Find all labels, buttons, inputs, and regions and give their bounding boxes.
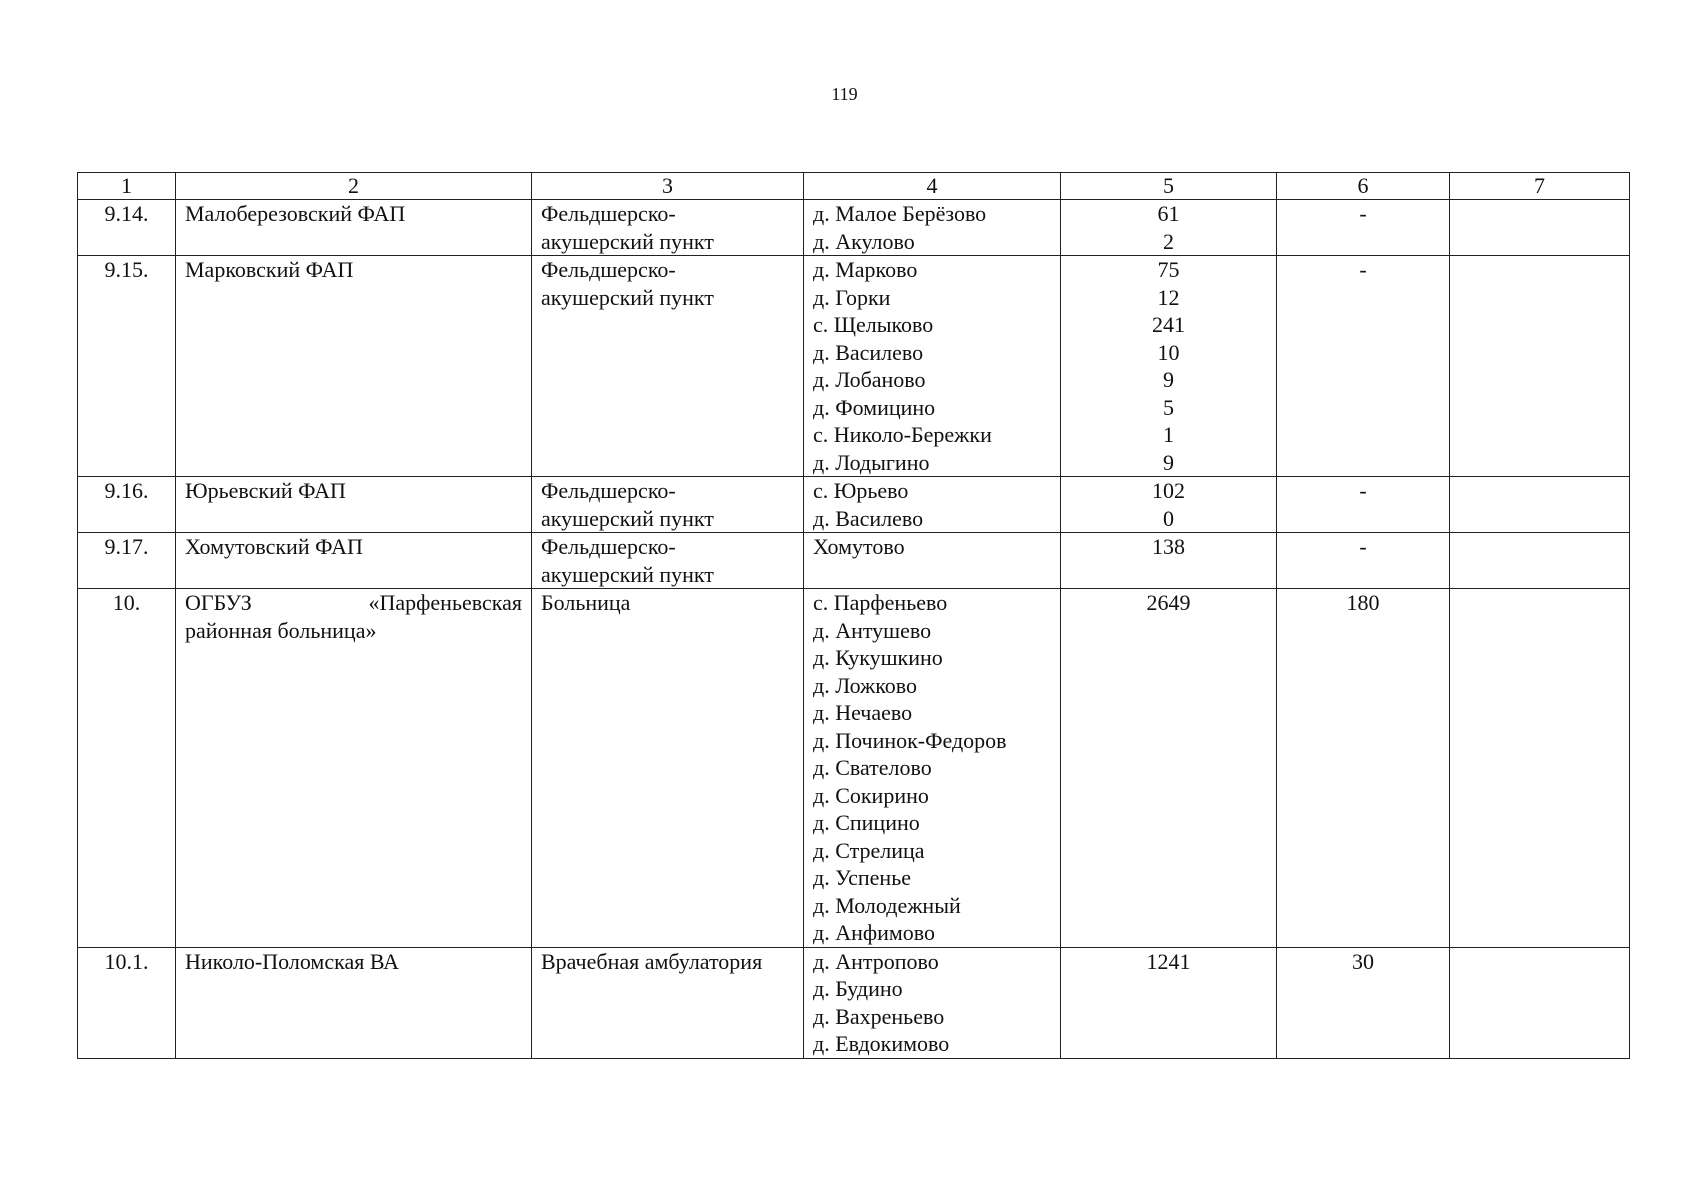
facility-name-line: Марковский ФАП xyxy=(185,257,354,282)
population-value: 61 xyxy=(1157,201,1180,226)
facility-name-line: ОГБУЗ «Парфеньевская xyxy=(185,590,522,615)
settlement-name: с. Юрьево xyxy=(813,478,909,503)
facility-type-line: Фельдшерско- xyxy=(541,257,676,282)
settlement-name: д. Сокирино xyxy=(813,782,929,808)
facility-type-line: Фельдшерско- xyxy=(541,478,676,503)
settlements xyxy=(804,947,1061,1058)
population-value: 1 xyxy=(1163,422,1174,447)
settlement-name: д. Антропово xyxy=(813,948,939,974)
population-value: 241 xyxy=(1152,312,1185,337)
settlement-name: Хомутово xyxy=(813,534,905,559)
column-7-value xyxy=(1450,589,1630,948)
table-row xyxy=(78,589,1630,948)
settlement-name: д. Успенье xyxy=(813,865,912,890)
settlement-name: д. Антушево xyxy=(813,617,932,643)
settlement-name: д. Евдокимово xyxy=(813,1031,950,1056)
settlements xyxy=(804,477,1061,533)
page-number: 119 xyxy=(831,84,858,104)
settlement-name: д. Свателово xyxy=(813,755,932,780)
facility-type xyxy=(532,477,804,533)
settlement-name: д. Василево xyxy=(813,505,924,531)
column-6-value: 30 xyxy=(1277,947,1450,1058)
settlement-name: д. Нечаево xyxy=(813,700,913,725)
column-header: 7 xyxy=(1450,173,1630,200)
facility-name-line: Малоберезовский ФАП xyxy=(185,201,406,226)
facility-type-line: Фельдшерско- xyxy=(541,201,676,226)
population-value: 102 xyxy=(1152,478,1185,503)
settlement-name: д. Лодыгино xyxy=(813,449,930,475)
facility-type xyxy=(532,533,804,589)
population xyxy=(1061,256,1277,477)
population xyxy=(1061,589,1277,948)
row-number: 10. xyxy=(78,589,176,948)
population-value: 1241 xyxy=(1146,948,1191,974)
population-value: 9 xyxy=(1163,367,1174,392)
population-value: 2 xyxy=(1163,228,1174,254)
row-number: 9.14. xyxy=(78,200,176,256)
row-number: 9.17. xyxy=(78,533,176,589)
column-7-value xyxy=(1450,533,1630,589)
column-6-value: - xyxy=(1277,256,1450,477)
settlements xyxy=(804,256,1061,477)
population-value: 75 xyxy=(1157,257,1180,282)
settlement-name: д. Фомицино xyxy=(813,394,936,420)
population-value: 12 xyxy=(1157,284,1180,310)
facility-name-line: Юрьевский ФАП xyxy=(185,478,346,503)
column-6-value: - xyxy=(1277,533,1450,589)
settlement-name: д. Горки xyxy=(813,284,891,310)
table-row xyxy=(78,200,1630,256)
facility-type-line: акушерский пункт xyxy=(541,284,714,310)
settlement-name: д. Ложково xyxy=(813,672,918,698)
facility-name xyxy=(176,589,532,948)
facility-name xyxy=(176,477,532,533)
settlements xyxy=(804,200,1061,256)
settlement-name: д. Василево xyxy=(813,339,924,365)
column-6-value: - xyxy=(1277,200,1450,256)
population-value: 2649 xyxy=(1146,590,1191,615)
facility-name xyxy=(176,533,532,589)
population xyxy=(1061,477,1277,533)
column-7-value xyxy=(1450,947,1630,1058)
population-value: 138 xyxy=(1152,534,1185,559)
column-header: 4 xyxy=(804,173,1061,200)
facility-type-line: акушерский пункт xyxy=(541,228,714,254)
table-row xyxy=(78,477,1630,533)
settlements xyxy=(804,533,1061,589)
settlement-name: д. Кукушкино xyxy=(813,645,943,670)
header-row xyxy=(78,173,1630,200)
population xyxy=(1061,200,1277,256)
facility-type-line: Больница xyxy=(541,590,631,615)
population xyxy=(1061,533,1277,589)
row-number: 10.1. xyxy=(78,947,176,1058)
facility-name xyxy=(176,947,532,1058)
column-header: 2 xyxy=(176,173,532,200)
settlement-name: с. Николо-Бережки xyxy=(813,422,992,447)
settlement-name: д. Вахреньево xyxy=(813,1003,945,1029)
population xyxy=(1061,947,1277,1058)
settlement-name: д. Починок-Федоров xyxy=(813,727,1007,753)
facility-type-line: акушерский пункт xyxy=(541,561,714,587)
settlement-name: д. Малое Берёзово xyxy=(813,201,987,226)
settlement-name: д. Акулово xyxy=(813,228,915,254)
facility-type-line: акушерский пункт xyxy=(541,505,714,531)
population-value: 10 xyxy=(1157,339,1180,365)
settlement-name: д. Спицино xyxy=(813,810,920,835)
column-6-value: 180 xyxy=(1277,589,1450,948)
settlement-name: д. Лобаново xyxy=(813,367,926,392)
settlement-name: с. Щелыково xyxy=(813,312,934,337)
settlement-name: д. Будино xyxy=(813,976,903,1001)
column-7-value xyxy=(1450,256,1630,477)
table-row xyxy=(78,256,1630,477)
facility-name-line: районная больница» xyxy=(185,617,377,643)
column-header: 5 xyxy=(1061,173,1277,200)
facilities-table xyxy=(77,172,1630,1059)
settlement-name: д. Марково xyxy=(813,257,918,282)
column-7-value xyxy=(1450,200,1630,256)
column-7-value xyxy=(1450,477,1630,533)
facility-type xyxy=(532,589,804,948)
column-header: 6 xyxy=(1277,173,1450,200)
column-6-value: - xyxy=(1277,477,1450,533)
facility-type-line: Фельдшерско- xyxy=(541,534,676,559)
facility-type xyxy=(532,256,804,477)
population-value: 5 xyxy=(1163,394,1174,420)
facility-type xyxy=(532,200,804,256)
settlement-name: с. Парфеньево xyxy=(813,590,948,615)
settlement-name: д. Стрелица xyxy=(813,837,925,863)
settlement-name: д. Молодежный xyxy=(813,892,961,918)
settlement-name: д. Анфимово xyxy=(813,920,936,945)
row-number: 9.15. xyxy=(78,256,176,477)
facility-name-line: Хомутовский ФАП xyxy=(185,534,363,559)
row-number: 9.16. xyxy=(78,477,176,533)
column-header: 3 xyxy=(532,173,804,200)
facility-name-line: Николо-Поломская ВА xyxy=(185,948,400,974)
column-header: 1 xyxy=(78,173,176,200)
population-value: 0 xyxy=(1163,505,1174,531)
population-value: 9 xyxy=(1163,449,1174,475)
facility-type-line: Врачебная амбулатория xyxy=(541,948,763,974)
facility-name xyxy=(176,200,532,256)
settlements xyxy=(804,589,1061,948)
table-row xyxy=(78,533,1630,589)
facility-name xyxy=(176,256,532,477)
table-row xyxy=(78,947,1630,1058)
facility-type xyxy=(532,947,804,1058)
